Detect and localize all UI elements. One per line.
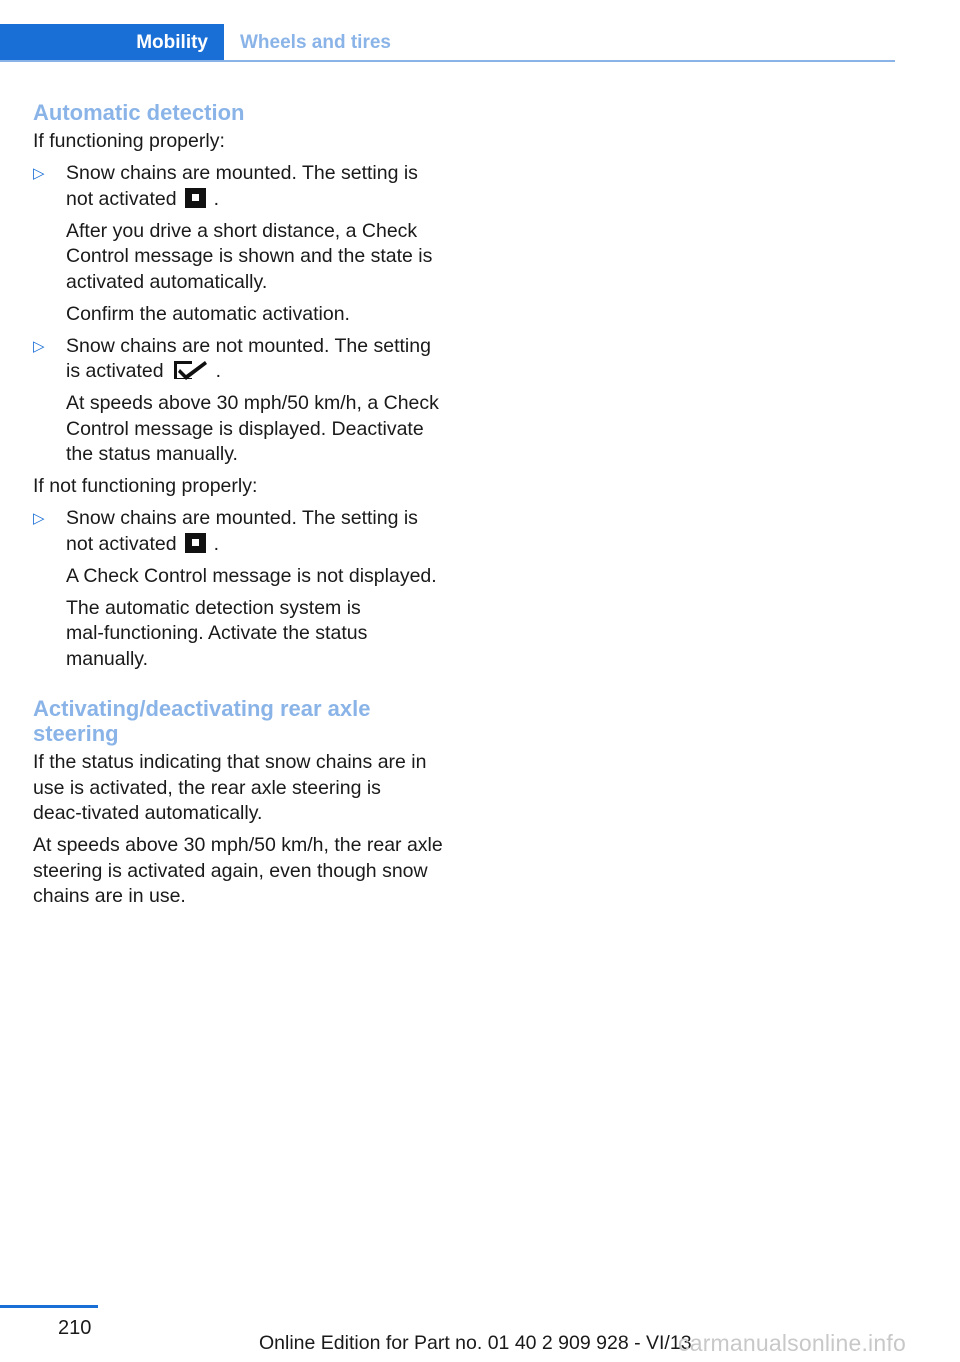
- intro-not-functioning-properly: If not functioning properly:: [33, 475, 258, 497]
- triangle-bullet-icon: ▷: [33, 337, 45, 355]
- checkbox-on-icon: [172, 359, 208, 381]
- watermark: carmanualsonline.info: [678, 1330, 906, 1356]
- list-item: [33, 334, 453, 385]
- heading-automatic-detection: Automatic detection: [33, 100, 245, 125]
- list-item-detail: Confirm the automatic activation.: [66, 302, 350, 325]
- list-item-text: not activated: [66, 187, 177, 210]
- page-header: [0, 0, 960, 64]
- punctuation: .: [213, 187, 219, 210]
- intro-functioning-properly: If functioning properly:: [33, 130, 225, 152]
- page-number: 210: [58, 1317, 92, 1339]
- punctuation: .: [215, 360, 221, 382]
- heading-rear-axle-steering: Activating/deactivating rear axle steering: [33, 696, 371, 746]
- triangle-bullet-icon: ▷: [33, 165, 45, 182]
- checkbox-off-icon: [185, 188, 206, 208]
- list-item-text: Snow chains are mounted. The setting is: [66, 162, 418, 184]
- header-rule: [0, 60, 895, 62]
- list-item-text: is activated: [66, 360, 164, 382]
- list-item-text: not activated: [66, 532, 177, 555]
- chapter-tab-wheels-and-tires: Wheels and tires: [240, 32, 391, 53]
- paragraph: At speeds above 30 mph/50 km/h, the rear axle steering is activated again, even though snow chains are in use.: [33, 834, 443, 907]
- edition-note: Online Edition for Part no. 01 40 2 909 928 - VI/13: [259, 1332, 692, 1354]
- checkbox-off-icon: [185, 533, 206, 553]
- list-item-text: Snow chains are mounted. The setting is: [66, 507, 418, 529]
- list-item: [33, 161, 453, 212]
- list-item-text: Snow chains are not mounted. The setting: [66, 334, 431, 357]
- list-item-detail: After you drive a short distance, a Check Control message is shown and the state is activated automatically.: [66, 219, 433, 293]
- page-content: [33, 100, 453, 916]
- list-item-detail: The automatic detection system is mal‑functioning. Activate the status manually.: [66, 596, 368, 670]
- list-item: [33, 506, 453, 557]
- section-tab-mobility: Mobility: [0, 24, 224, 62]
- paragraph: If the status indicating that snow chains are in use is activated, the rear axle steering is deac‑tivated automatically.: [33, 751, 427, 824]
- triangle-bullet-icon: ▷: [33, 510, 45, 527]
- list-item-detail: A Check Control message is not displayed.: [66, 564, 437, 587]
- footer-rule: [0, 1305, 98, 1308]
- list-item-detail: At speeds above 30 mph/50 km/h, a Check Control message is displayed. Deactivate the status manually.: [66, 392, 439, 465]
- punctuation: .: [213, 532, 219, 555]
